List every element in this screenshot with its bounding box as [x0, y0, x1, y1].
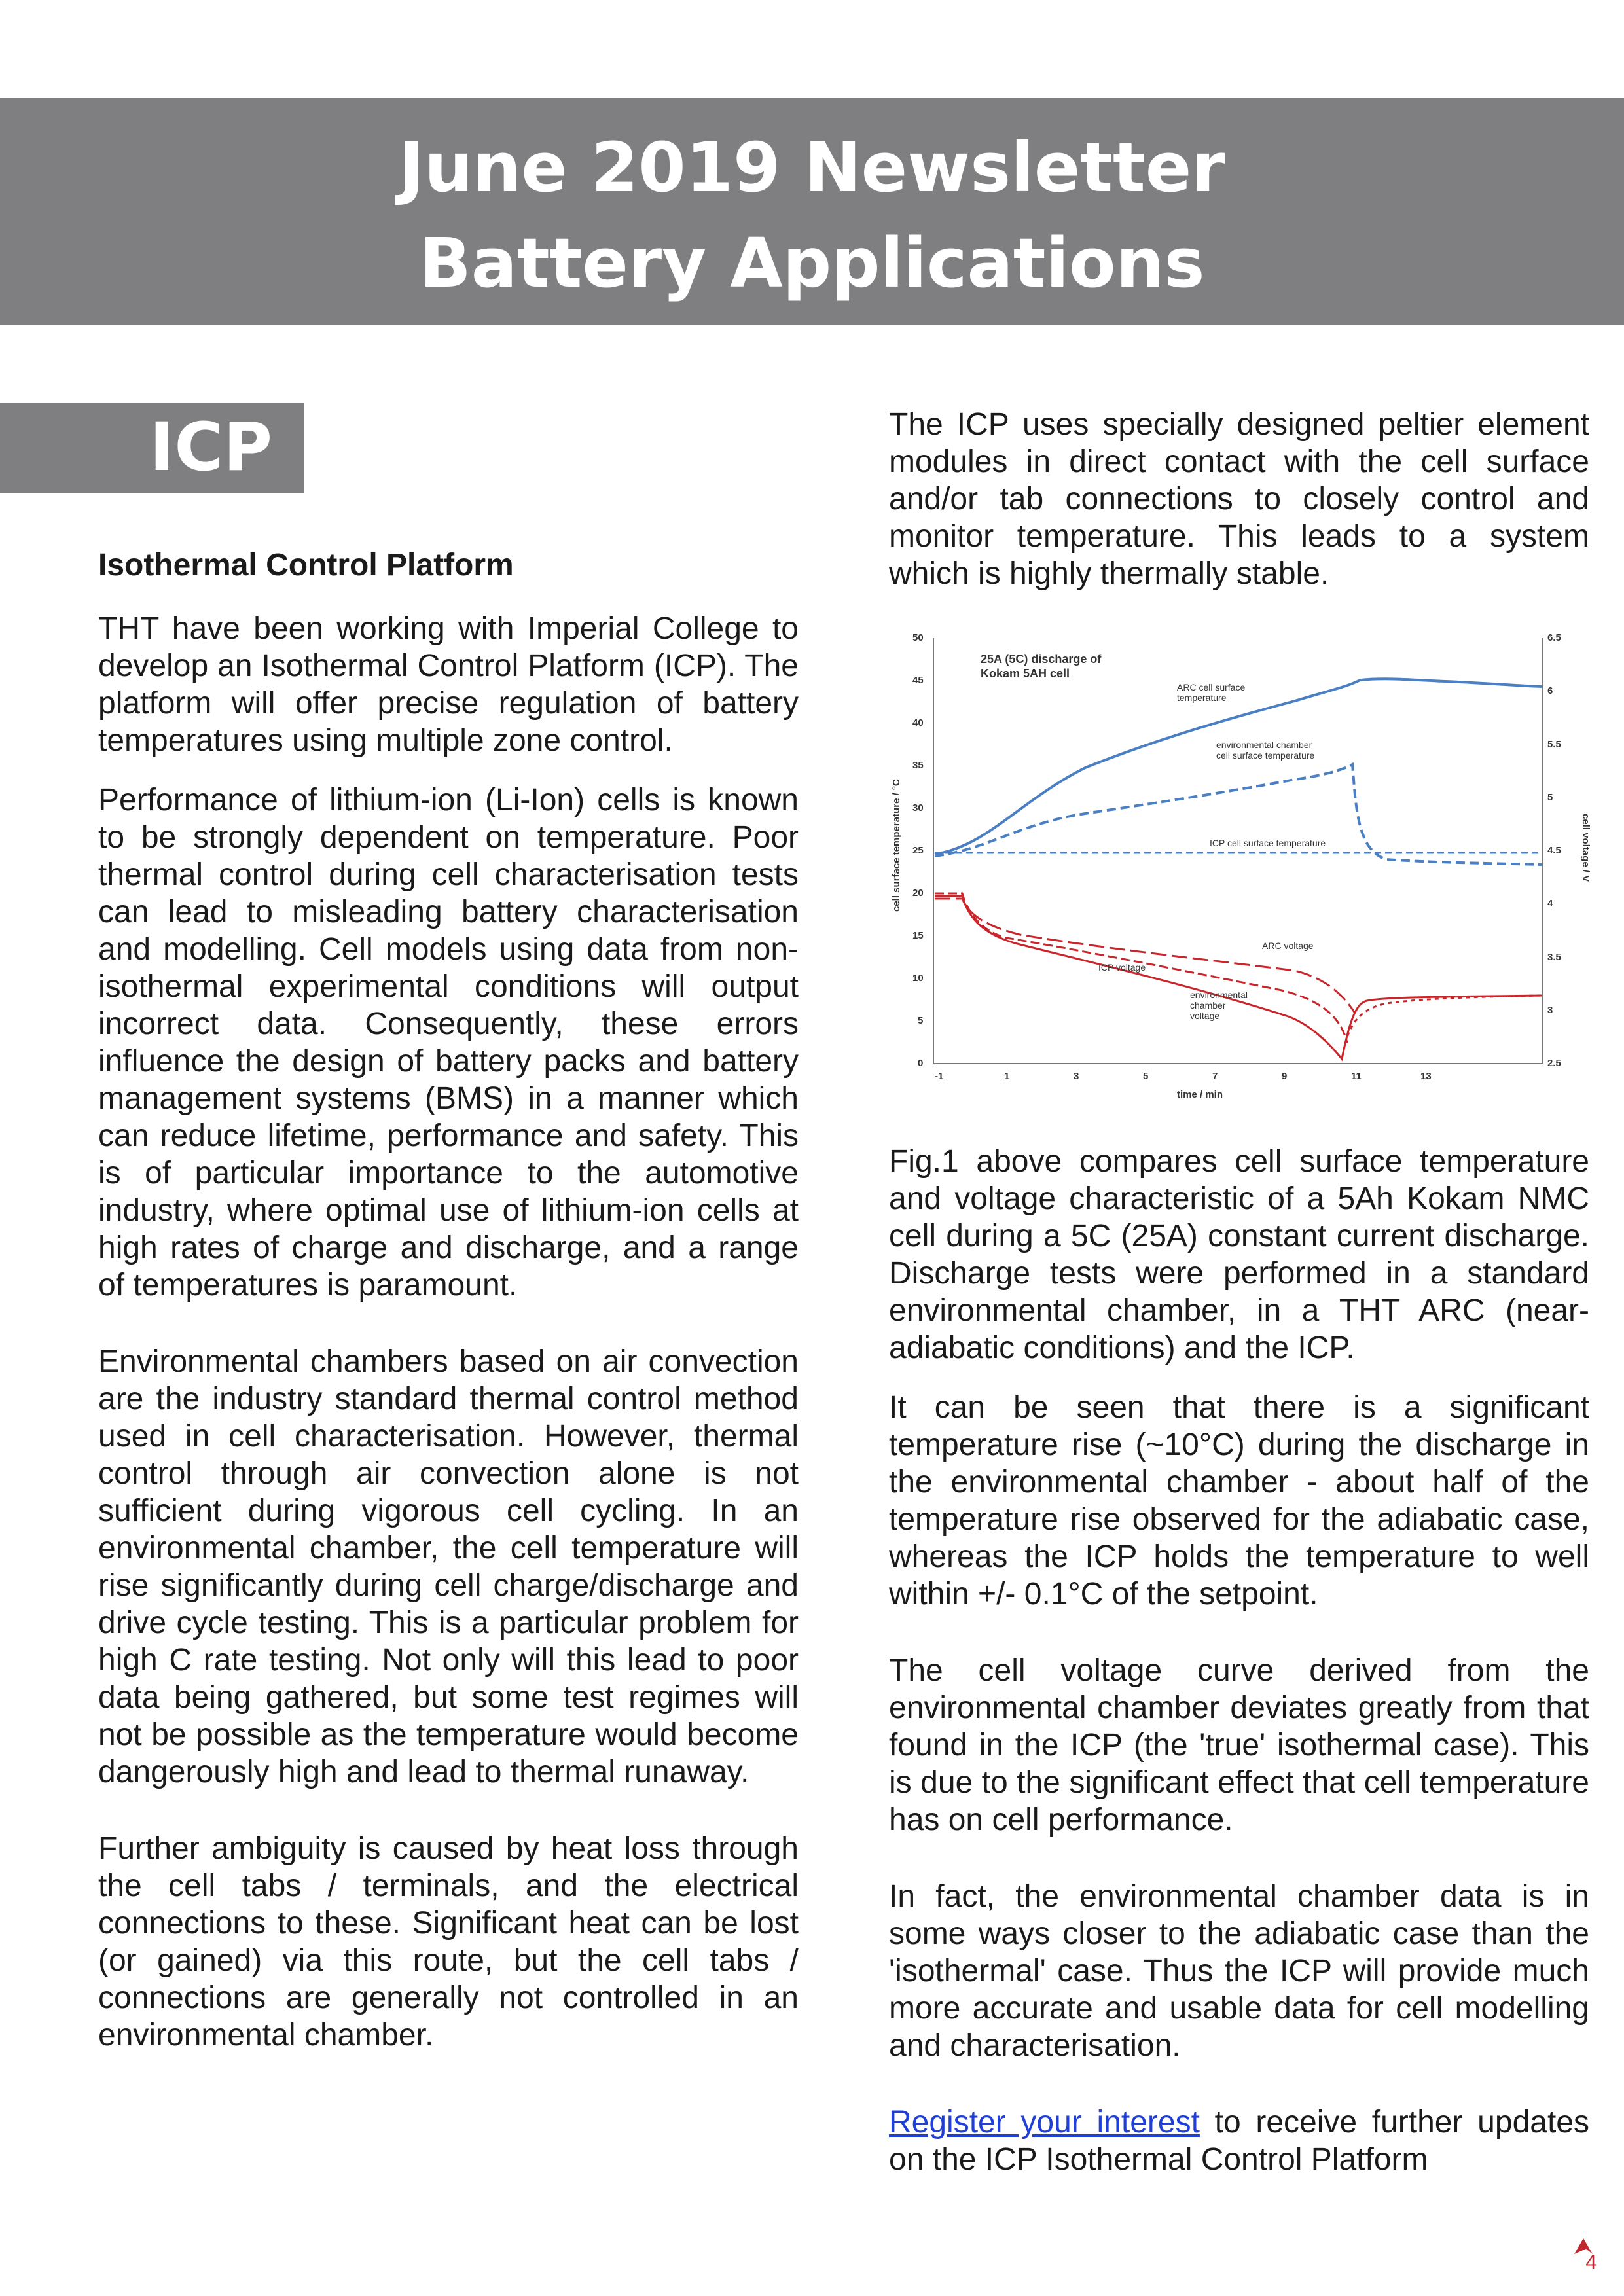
- y-left-tick: 45: [912, 675, 924, 686]
- y-left-tick: 0: [918, 1058, 924, 1069]
- right-column: [889, 406, 1589, 2200]
- discharge-figure: [889, 624, 1589, 1115]
- y-right-tick: 5: [1547, 792, 1553, 803]
- y-left-tick: 35: [912, 760, 924, 771]
- register-text: to receive further updates on the ICP Isothermal Control Platform: [889, 2105, 1589, 2177]
- x-tick: 3: [1074, 1071, 1079, 1082]
- newsletter-header: [0, 98, 1624, 325]
- annotation-arc-temperature: ARC cell surface: [1177, 682, 1246, 692]
- y-right-tick: 4: [1547, 898, 1553, 909]
- annotation-env-temperature: cell surface temperature: [1216, 750, 1315, 761]
- annotation-env-voltage: environmental: [1190, 990, 1248, 1000]
- environmental-voltage-curve: [935, 896, 1542, 1059]
- left-column: [98, 547, 799, 2076]
- x-tick: 1: [1004, 1071, 1010, 1082]
- x-axis-label: time / min: [1177, 1089, 1223, 1100]
- paragraph-figure-description: Fig.1 above compares cell surface temperature and voltage characteristic of a 5Ah Kokam NMC cell during a 5C (25A) constant current discharge. Discharge tests were performed in a standard environmental chamber, in a THT ARC (near-adiabatic conditions) and the ICP.: [889, 1144, 1589, 1365]
- y-left-tick: 10: [912, 973, 924, 984]
- figure-title: Kokam 5AH cell: [981, 667, 1070, 680]
- paragraph-intro: THT have been working with Imperial College to develop an Isothermal Control Platform (ICP). The platform will offer precise regulation of battery temperatures using multiple zone control.: [98, 611, 799, 758]
- y-right-tick: 6.5: [1547, 632, 1561, 643]
- environmental-temperature-curve: [935, 764, 1542, 865]
- y-right-tick: 5.5: [1547, 739, 1561, 750]
- section-tag: ICP: [0, 403, 304, 493]
- paragraph-icp-design: The ICP uses specially designed peltier element modules in direct contact with the cell surface and/or tab connections to closely control and monitor temperature. This leads to a system which is highly thermally stable.: [889, 407, 1589, 591]
- y-right-tick: 4.5: [1547, 845, 1561, 856]
- x-tick: 7: [1212, 1071, 1218, 1082]
- annotation-arc-voltage: ARC voltage: [1262, 941, 1314, 951]
- x-tick: -1: [935, 1071, 944, 1082]
- annotation-env-temperature: environmental chamber: [1216, 740, 1312, 750]
- x-tick: 9: [1282, 1071, 1288, 1082]
- y-right-tick: 3: [1547, 1005, 1553, 1016]
- y-left-tick: 40: [912, 717, 924, 728]
- y-right-tick: 3.5: [1547, 952, 1561, 963]
- paragraph-performance: Performance of lithium-ion (Li-Ion) cells is known to be strongly dependent on temperature. Poor thermal control during cell characterisation tests can lead to misleading battery characterisation and modelling. Cell models using data from non-isothermal experimental conditions will output incorrect data. Consequently, these errors influence the design of battery packs and battery management systems (BMS) in a manner which can reduce lifetime, performance and safety. This is of particular importance to the automotive industry, where optimal use of lithium-ion cells at high rates of charge and discharge, and a range of temperatures is paramount.: [98, 783, 799, 1302]
- annotation-icp-voltage: ICP voltage: [1098, 962, 1146, 973]
- annotation-env-voltage: chamber: [1190, 1000, 1226, 1011]
- arc-voltage-curve: [935, 899, 1355, 1013]
- x-tick: 5: [1143, 1071, 1149, 1082]
- paragraph-voltage-curve: The cell voltage curve derived from the environmental chamber deviates greatly from that found in the ICP (the 'true' isothermal case). This is due to the significant effect that cell temperature has on cell performance.: [889, 1653, 1589, 1837]
- y-left-tick: 25: [912, 845, 924, 856]
- y-left-tick: 50: [912, 632, 924, 643]
- annotation-arc-temperature: temperature: [1177, 692, 1227, 703]
- arc-temperature-curve: [935, 679, 1542, 854]
- y-left-tick: 30: [912, 802, 924, 814]
- paragraph-register: [889, 2104, 1589, 2178]
- y-left-tick: 20: [912, 888, 924, 899]
- y-right-tick: 2.5: [1547, 1058, 1561, 1069]
- paragraph-heat-loss: Further ambiguity is caused by heat loss through the cell tabs / terminals, and the electrical connections to these. Significant heat can be lost (or gained) via this route, but the cell tabs / connections are generally not controlled in an environmental chamber.: [98, 1831, 799, 2053]
- paragraph-temperature-rise: It can be seen that there is a significant temperature rise (~10°C) during the discharge in the environmental chamber - about half of the temperature rise observed for the adiabatic case, whereas the ICP holds the temperature to well within +/- 0.1°C of the setpoint.: [889, 1390, 1589, 1611]
- annotation-icp-temperature: ICP cell surface temperature: [1210, 838, 1326, 848]
- register-interest-link[interactable]: Register your interest: [889, 2105, 1200, 2140]
- figure-title: 25A (5C) discharge of: [981, 653, 1102, 666]
- y-right-axis-label: cell voltage / V: [1580, 814, 1591, 882]
- header-subtitle: Battery Applications: [419, 223, 1205, 303]
- paragraph-environmental-chambers: Environmental chambers based on air convection are the industry standard thermal control method used in cell characterisation. However, thermal control through air convection alone is not sufficient during vigorous cell cycling. In an environmental chamber, the cell temperature will rise significantly during cell charge/discharge and drive cycle testing. This is a particular problem for high C rate testing. Not only will this lead to poor data being gathered, but some test regimes will not be possible as the temperature would become dangerously high and lead to thermal runaway.: [98, 1344, 799, 1789]
- x-tick: 11: [1351, 1071, 1362, 1082]
- annotation-env-voltage: voltage: [1190, 1011, 1220, 1021]
- y-right-tick: 6: [1547, 685, 1553, 696]
- page-number: 4: [1585, 2251, 1597, 2273]
- subheading: Isothermal Control Platform: [98, 548, 514, 583]
- y-left-tick: 15: [912, 930, 924, 941]
- environmental-voltage-recovery: [1342, 996, 1542, 1059]
- header-title: June 2019 Newsletter: [399, 128, 1225, 207]
- paragraph-conclusion: In fact, the environmental chamber data is in some ways closer to the adiabatic case than the 'isothermal' case. Thus the ICP will provide much more accurate and usable data for cell modelling and characterisation.: [889, 1879, 1589, 2063]
- x-tick: 13: [1420, 1071, 1432, 1082]
- y-left-tick: 5: [918, 1015, 924, 1026]
- y-left-axis-label: cell surface temperature / °C: [891, 779, 902, 912]
